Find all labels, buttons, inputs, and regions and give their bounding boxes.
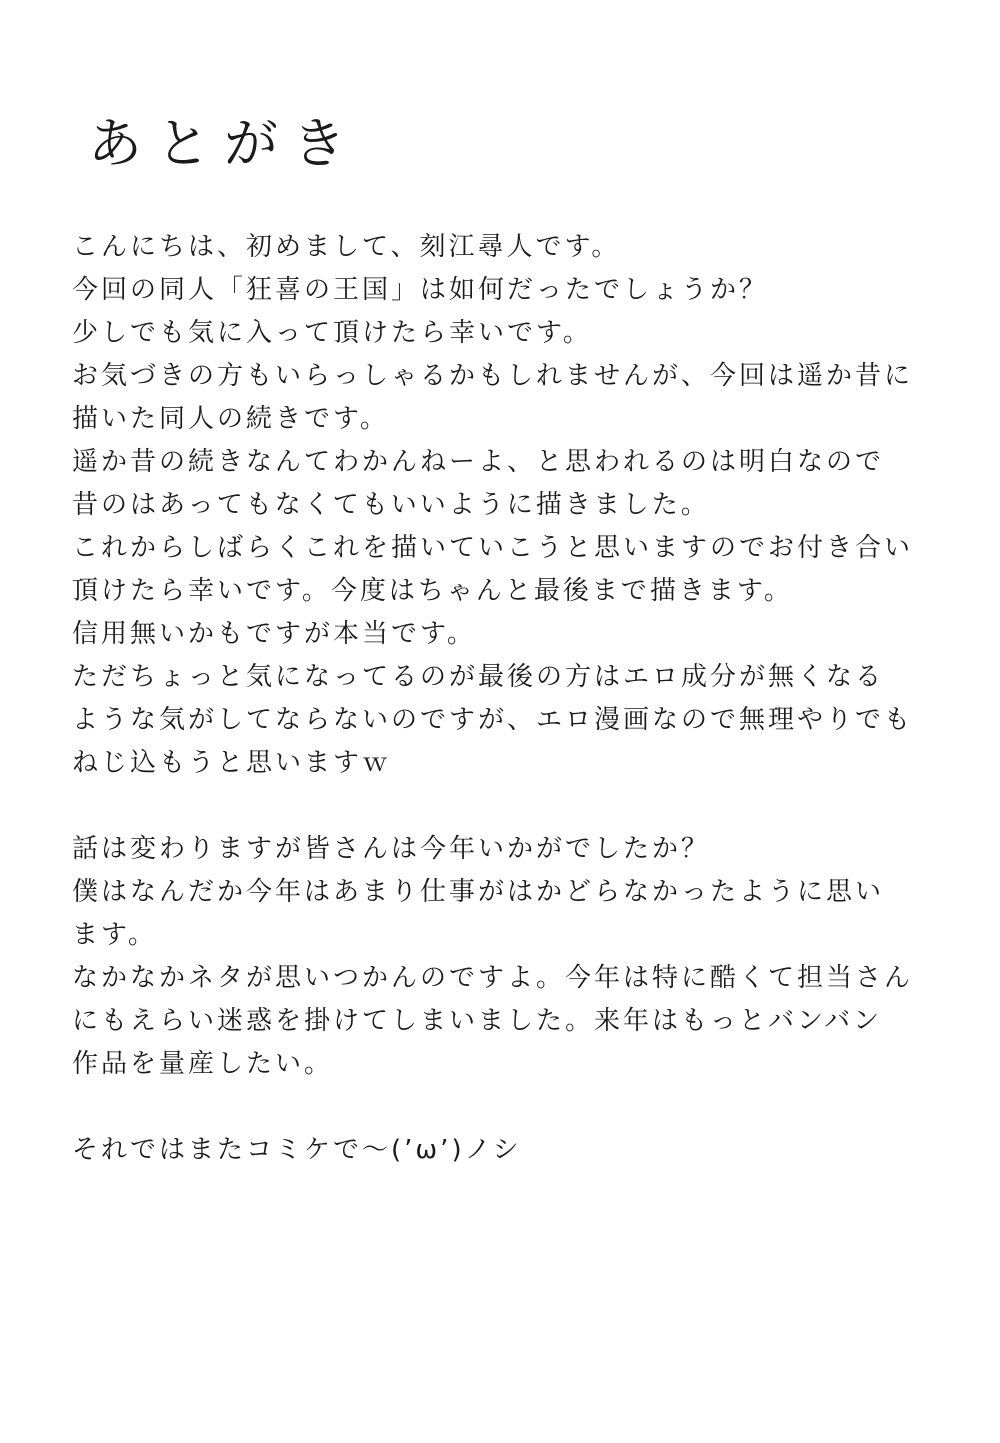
paragraph-gap — [72, 785, 952, 828]
text-line: 描いた同人の続きです。 — [72, 404, 389, 434]
text-line: お気づきの方もいらっしゃるかもしれませんが、今回は遥か昔に — [72, 361, 914, 391]
text-line: 今回の同人「狂喜の王国」は如何だったでしょうか？ — [72, 275, 769, 305]
text-line: 話は変わりますが皆さんは今年いかがでしたか？ — [72, 834, 711, 864]
text-line: ただちょっと気になってるのが最後の方はエロ成分が無くなる — [72, 662, 885, 692]
text-line: 作品を量産したい。 — [72, 1049, 334, 1079]
text-line: 頂けたら幸いです。今度はちゃんと最後まで描きます。 — [72, 576, 793, 606]
paragraph-gap — [72, 1086, 952, 1129]
text-line: こんにちは、初めまして、刻江尋人です。 — [72, 232, 621, 262]
text-line: ねじ込もうと思いますｗ — [72, 748, 392, 778]
text-line: 少しでも気に入って頂けたら幸いです。 — [72, 318, 592, 348]
paragraph-2 — [72, 828, 952, 1086]
text-line: にもえらい迷惑を掛けてしまいました。来年はもっとバンバン — [72, 1006, 883, 1036]
text-line: 信用無いかもですが本当です。 — [72, 619, 476, 649]
text-line: これからしばらくこれを描いていこうと思いますのでお付き合い — [72, 533, 914, 563]
page-title: あとがき — [88, 112, 360, 175]
paragraph-3 — [72, 1129, 952, 1172]
text-line: 僕はなんだか今年はあまり仕事がはかどらなかったように思い — [72, 877, 885, 907]
text-line: ます。 — [72, 920, 157, 950]
text-line: 昔のはあってもなくてもいいように描きました。 — [72, 490, 710, 520]
text-line: なかなかネタが思いつかんのですよ。今年は特に酷くて担当さん — [72, 963, 914, 993]
text-line: 遥か昔の続きなんてわかんねーよ、と思われるのは明白なので — [72, 447, 885, 477]
text-line: ような気がしてならないのですが、エロ漫画なので無理やりでも — [72, 705, 914, 735]
paragraph-1 — [72, 226, 952, 785]
afterword-body — [72, 226, 952, 1172]
text-line: それではまたコミケで～(’ω’)ノシ — [72, 1135, 522, 1165]
